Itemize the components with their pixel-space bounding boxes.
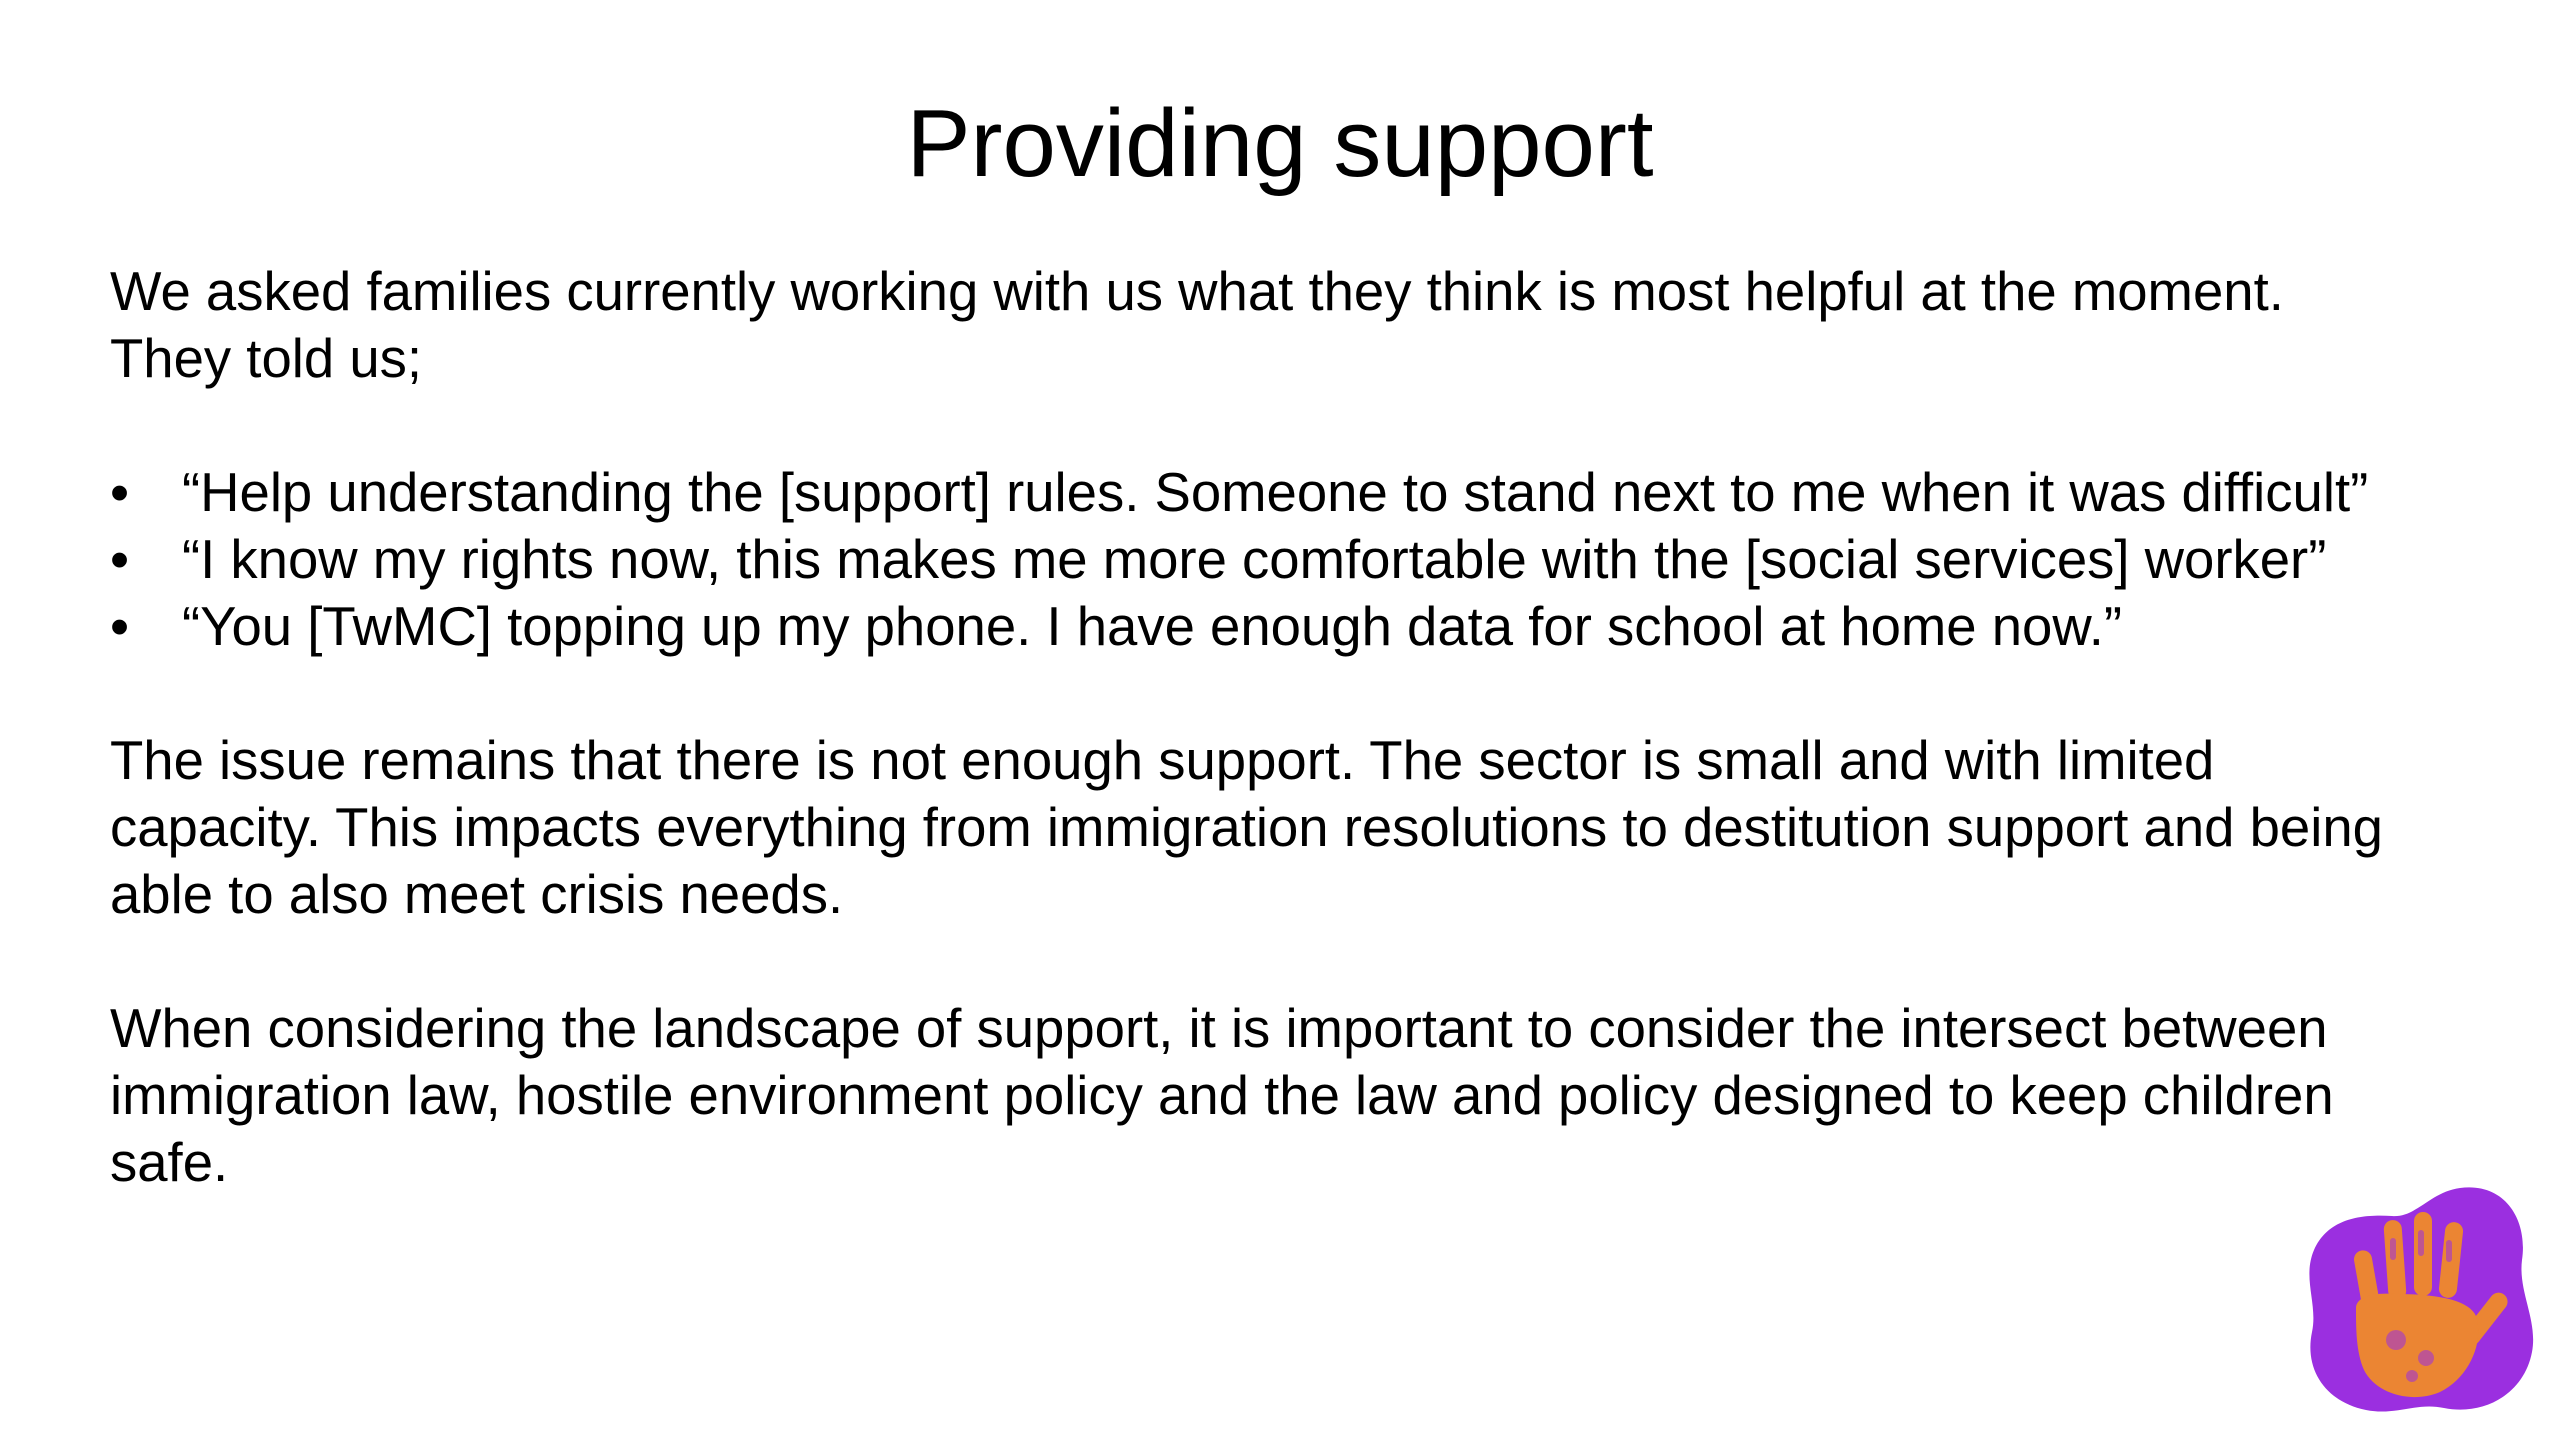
intro-line-1: We asked families currently working with us what they think is most helpful at the moment. <box>110 261 2284 322</box>
capacity-line-3: able to also meet crisis needs. <box>110 864 844 925</box>
landscape-paragraph <box>110 995 2510 1196</box>
quote-text: “Help understanding the [support] rules. Someone to stand next to me when it was difficult” <box>182 462 2369 523</box>
spacer <box>110 660 2510 727</box>
intro-line-2: They told us; <box>110 328 423 389</box>
spacer <box>110 392 2510 459</box>
bullet-marker: • <box>110 462 130 523</box>
spacer <box>110 928 2510 995</box>
handprint-icon <box>2300 1180 2540 1420</box>
slide-body <box>110 258 2510 1196</box>
list-item <box>110 459 2510 526</box>
capacity-line-1: The issue remains that there is not enough support. The sector is small and with limited <box>110 730 2215 791</box>
bullet-marker: • <box>110 596 130 657</box>
bullet-marker: • <box>110 529 130 590</box>
intro-paragraph <box>110 258 2510 392</box>
list-item <box>110 593 2510 660</box>
slide-title: Providing support <box>906 90 1654 197</box>
list-item <box>110 526 2510 593</box>
quote-text: “I know my rights now, this makes me more comfortable with the [social services] worker” <box>182 529 2327 590</box>
capacity-line-2: capacity. This impacts everything from immigration resolutions to destitution support and being <box>110 797 2383 858</box>
quotes-list <box>110 459 2510 660</box>
landscape-line-2: immigration law, hostile environment policy and the law and policy designed to keep children <box>110 1065 2334 1126</box>
capacity-paragraph <box>110 727 2510 928</box>
quote-text: “You [TwMC] topping up my phone. I have enough data for school at home now.” <box>182 596 2122 657</box>
landscape-line-3: safe. <box>110 1132 229 1193</box>
landscape-line-1: When considering the landscape of support, it is important to consider the intersect between <box>110 998 2328 1059</box>
